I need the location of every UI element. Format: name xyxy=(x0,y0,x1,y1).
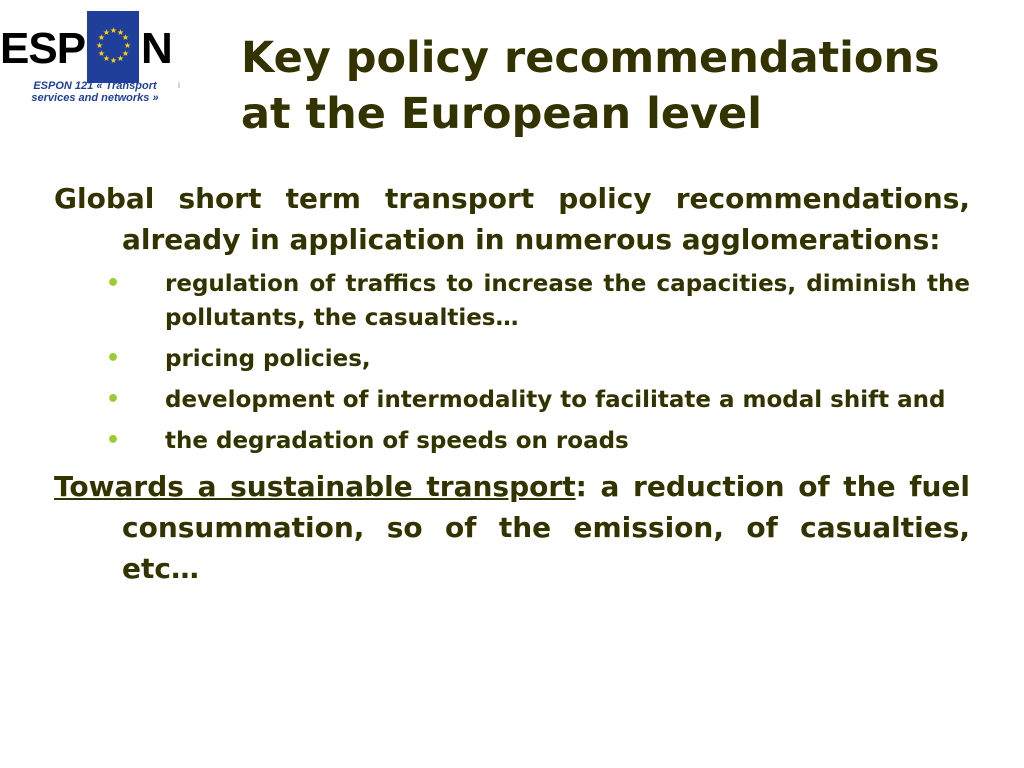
bullet-list xyxy=(54,267,970,458)
section2-text: : a reduction of the fuel consummation, so of the emission, of casualties, etc… xyxy=(122,470,970,585)
svg-text:★: ★ xyxy=(116,28,124,37)
svg-text:★: ★ xyxy=(95,41,103,50)
svg-text:★: ★ xyxy=(123,41,131,50)
svg-text:★: ★ xyxy=(102,28,110,37)
slide-content xyxy=(54,178,970,589)
title-line-2: at the European level xyxy=(241,89,762,139)
title-line-1: Key policy recommendations xyxy=(241,33,940,83)
svg-text:★: ★ xyxy=(97,33,105,42)
bullet-text: the degradation of speeds on roads xyxy=(165,428,629,454)
bullet-item xyxy=(54,267,970,335)
bullet-dot-icon: • xyxy=(106,346,121,371)
espon-logo xyxy=(0,0,185,110)
bullet-item xyxy=(54,383,970,417)
slide-title xyxy=(241,30,1011,142)
svg-text:★: ★ xyxy=(109,56,117,65)
bullet-text: development of intermodality to facilitate a modal shift and xyxy=(165,387,946,413)
bullet-text: pricing policies, xyxy=(165,346,371,372)
bullet-item xyxy=(54,342,970,376)
logo-word-right: N xyxy=(141,24,172,73)
eu-flag-icon xyxy=(87,11,139,83)
bullet-dot-icon: • xyxy=(106,387,121,412)
svg-text:★: ★ xyxy=(121,33,129,42)
svg-text:★: ★ xyxy=(102,54,110,63)
svg-text:★: ★ xyxy=(109,26,117,35)
svg-text:★: ★ xyxy=(116,54,124,63)
bullet-dot-icon: • xyxy=(106,271,121,296)
logo-caption: ESPON 121 « Transport services and networks » xyxy=(31,80,159,104)
bullet-text: regulation of traffics to increase the capacities, diminish the pollutants, the casualties… xyxy=(165,271,970,331)
svg-text:★: ★ xyxy=(121,49,129,58)
section2-underlined-heading: Towards a sustainable transport xyxy=(54,470,576,503)
logo-separator: i xyxy=(178,80,180,90)
bullet-dot-icon: • xyxy=(106,428,121,453)
bullet-item xyxy=(54,424,970,458)
svg-text:★: ★ xyxy=(97,49,105,58)
section2-paragraph xyxy=(54,466,970,589)
section1-heading: Global short term transport policy recommendations, already in application in numerous agglomerations: xyxy=(54,182,970,256)
logo-word-left: ESP xyxy=(0,24,86,73)
espon-logo-wordmark xyxy=(0,13,172,85)
